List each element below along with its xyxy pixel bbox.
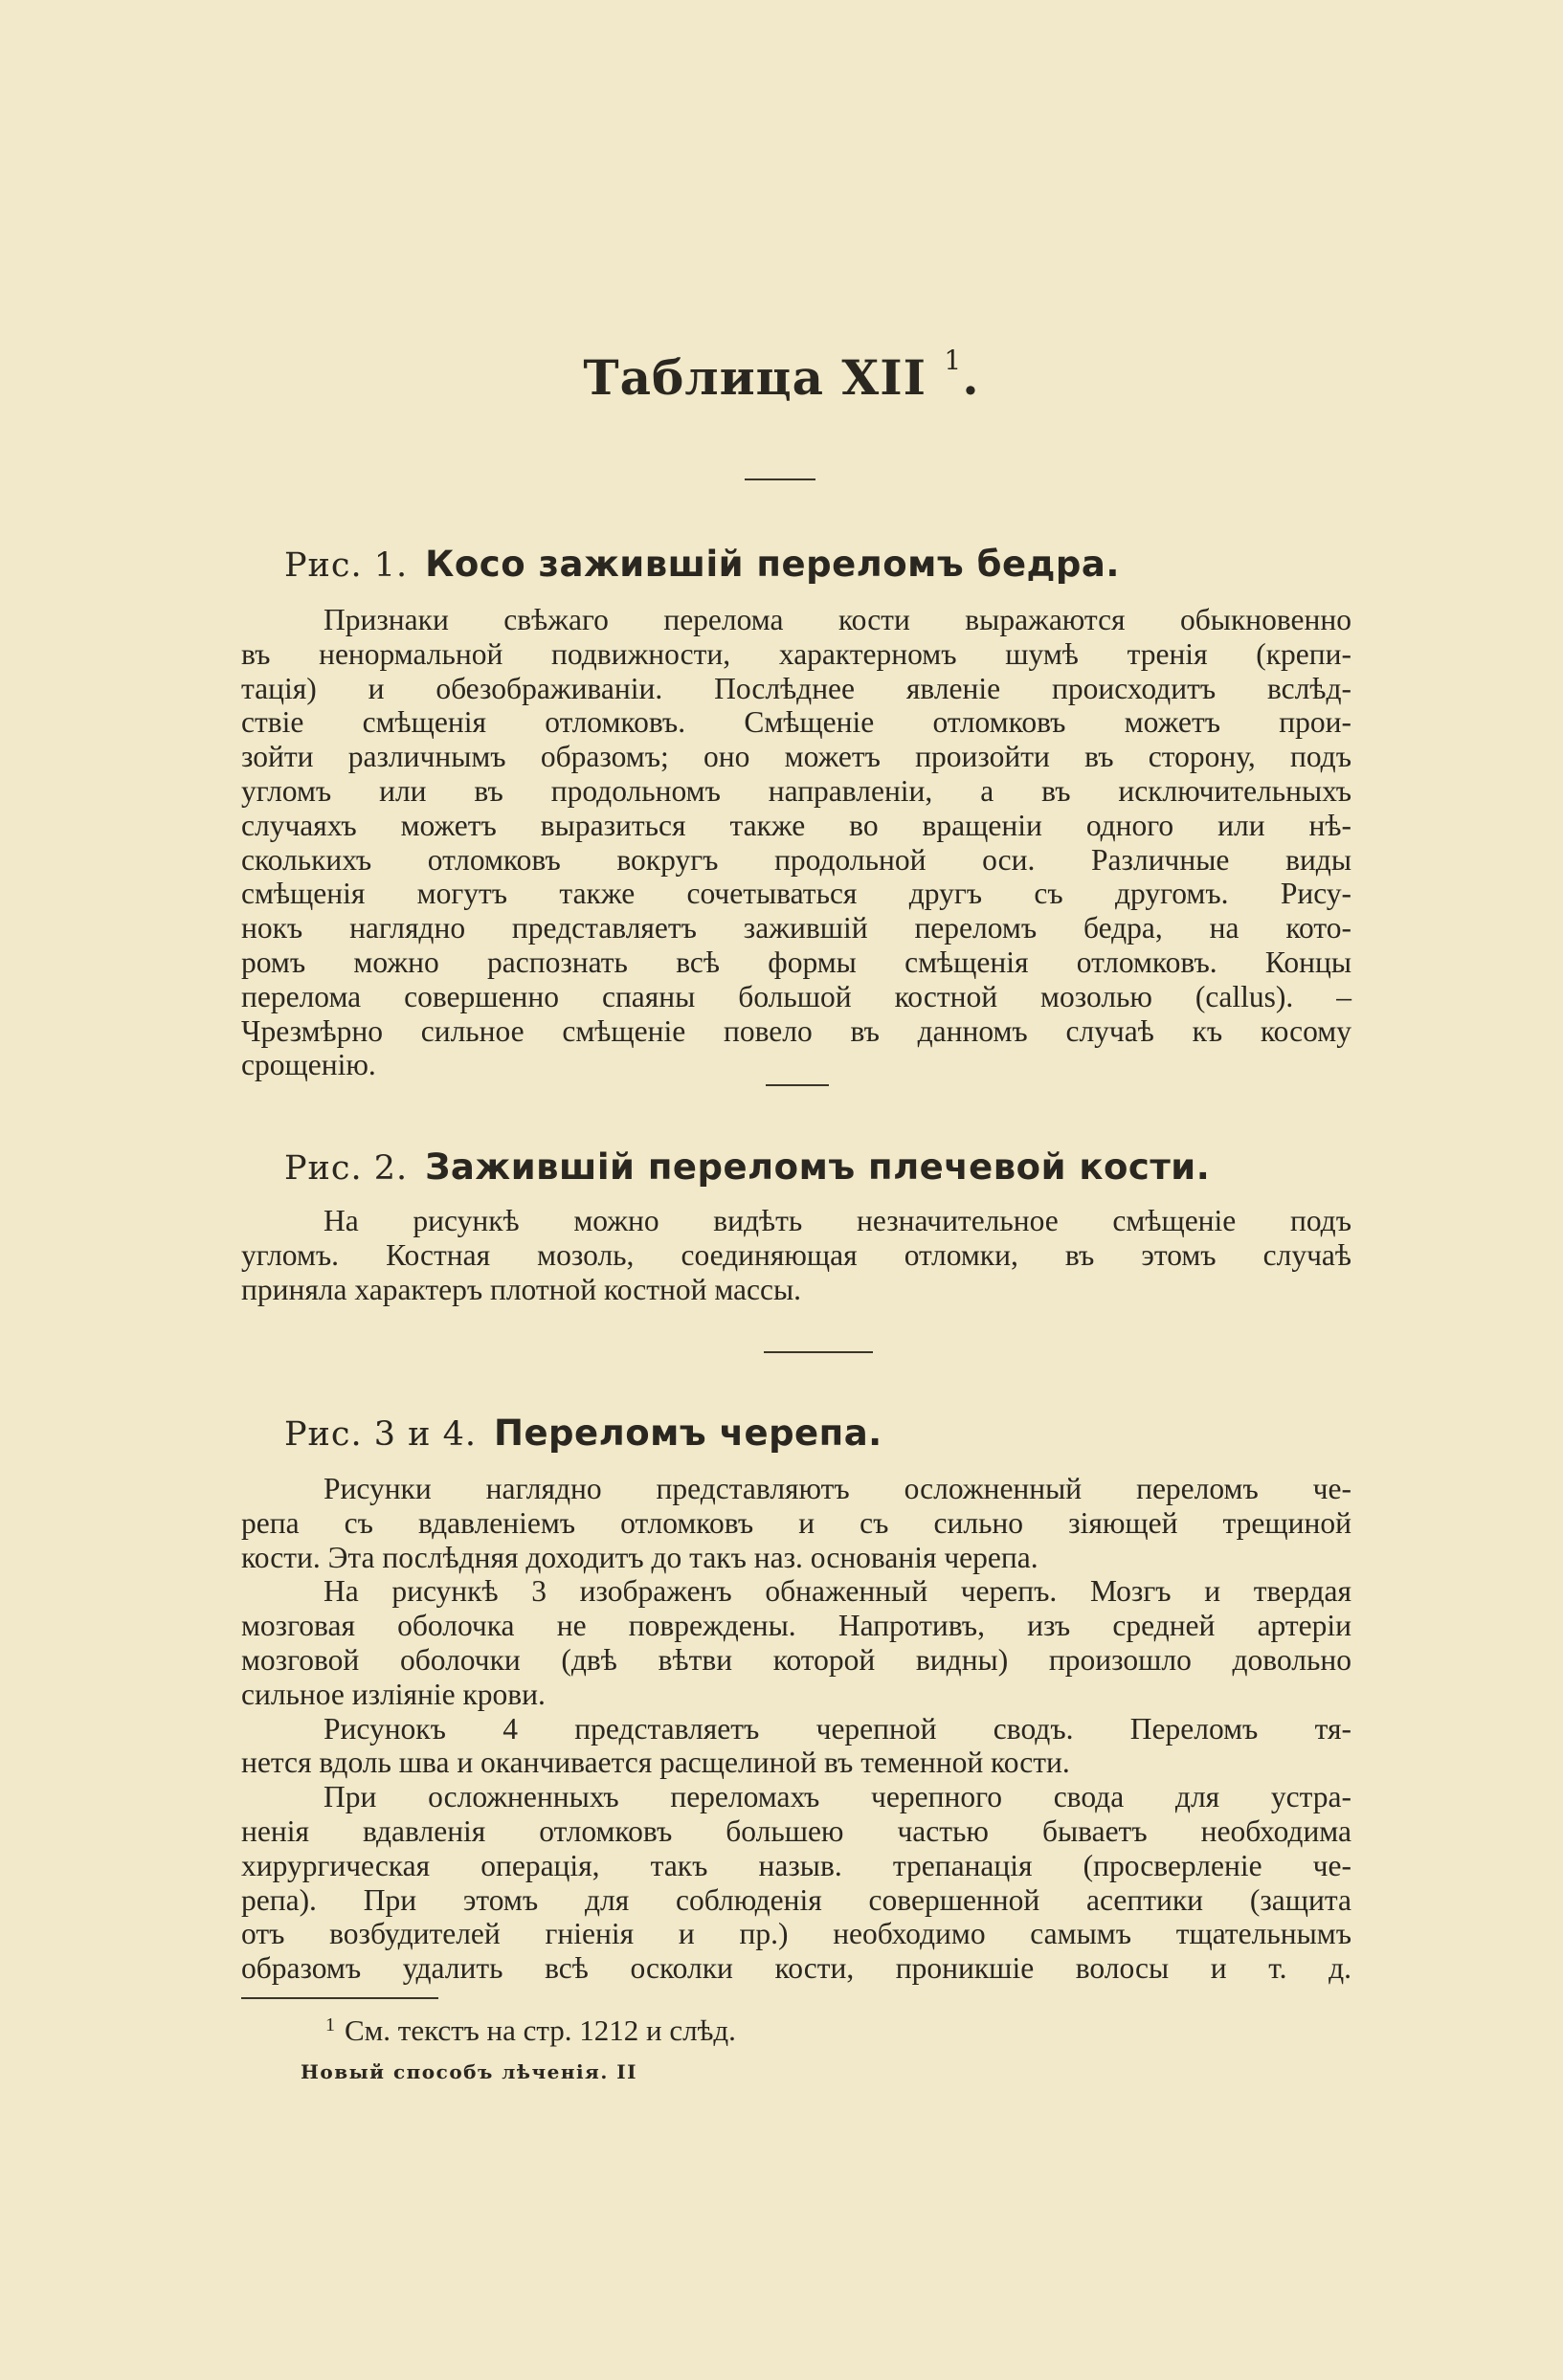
section-3-line: мозговая оболочка не повреждены. Напротивъ, изъ средней артеріи <box>241 1609 1351 1643</box>
section-1-line: Признаки свѣжаго перелома кости выражаются обыкновенно <box>324 603 1351 636</box>
section-2-heading <box>284 1146 1210 1188</box>
section-1-line: зойти различнымъ образомъ; оно можетъ произойти въ сторону, подъ <box>241 740 1351 774</box>
section-3-line: образомъ удалить всѣ осколки кости, проникшіе волосы и т. д. <box>241 1951 1351 1986</box>
section-3-line: На рисункѣ 3 изображенъ обнаженный черепъ. Мозгъ и твердая <box>324 1574 1351 1609</box>
section-2-fig-label: Рис. 2. <box>284 1149 409 1188</box>
section-1-line: ромъ можно распознать всѣ формы смѣщенія отломковъ. Концы <box>241 945 1351 979</box>
section-3-body <box>241 1472 1351 1986</box>
section-1-title: Косо зажившій переломъ бедра. <box>425 544 1120 585</box>
section-3-title: Переломъ черепа. <box>493 1412 882 1454</box>
page-title-period: . <box>962 349 980 406</box>
section-2-title: Зажившій переломъ плечевой кости. <box>425 1146 1211 1188</box>
section-1-heading <box>284 544 1120 585</box>
section-1-line: Чрезмѣрно сильное смѣщеніе повело въ данномъ случаѣ къ косому <box>241 1013 1351 1048</box>
section-3-line: кости. Эта послѣдняя доходитъ до такъ наз. основанія черепа. <box>241 1540 1038 1574</box>
section-3-line: отъ возбудителей гніенія и пр.) необходимо самымъ тщательнымъ <box>241 1917 1351 1951</box>
section-3-line: При осложненныхъ переломахъ черепного свода для устра- <box>324 1780 1351 1814</box>
section-2-line: угломъ. Костная мозоль, соединяющая отломки, въ этомъ случаѣ <box>241 1237 1351 1272</box>
section-3-heading <box>284 1412 882 1454</box>
section-3-line: репа). При этомъ для соблюденія совершенной асептики (защита <box>241 1882 1351 1917</box>
section-1-line: нокъ наглядно представляетъ зажившій переломъ бедра, на кото- <box>241 911 1351 945</box>
section-2-divider <box>764 1351 873 1353</box>
footnote-text: См. текстъ на стр. 1212 и слѣд. <box>345 2013 736 2047</box>
section-3-line: мозговой оболочки (двѣ вѣтви которой видны) произошло довольно <box>241 1642 1351 1677</box>
section-1-divider <box>766 1084 829 1086</box>
section-3-line: Рисунки наглядно представляютъ осложненный переломъ че- <box>324 1472 1351 1505</box>
section-3-line: хирургическая операція, такъ назыв. трепанація (просверленіе че- <box>241 1848 1351 1882</box>
section-1-fig-label: Рис. 1. <box>284 546 409 585</box>
section-1-line: ствіе смѣщенія отломковъ. Смѣщеніе отломковъ можетъ прои- <box>241 705 1351 740</box>
section-1-line: въ ненормальной подвижности, характерномъ шумѣ тренія (крепи- <box>241 636 1351 671</box>
section-1-line: срощенію. <box>241 1048 376 1082</box>
footnote <box>325 2013 736 2048</box>
section-2-line: приняла характеръ плотной костной массы. <box>241 1272 802 1306</box>
footnote-mark: 1 <box>325 2014 335 2035</box>
footnote-ref-mark: 1 <box>944 345 963 376</box>
signature-line: Новый способъ лѣченія. II <box>301 2060 637 2083</box>
section-3-line: нется вдоль шва и оканчивается расщелиной въ теменной кости. <box>241 1746 1070 1780</box>
section-1-line: тація) и обезображиваніи. Послѣднее явленіе происходитъ вслѣд- <box>241 671 1351 705</box>
footnote-divider <box>241 1997 438 1999</box>
section-2-line: На рисункѣ можно видѣть незначительное смѣщеніе подъ <box>324 1204 1351 1237</box>
section-3-line: сильное изліяніе крови. <box>241 1677 546 1711</box>
page-title-text: Таблица XII <box>583 349 927 406</box>
page-title <box>0 345 1563 406</box>
section-3-line: ненія вдавленія отломковъ большею частью бываетъ необходима <box>241 1813 1351 1848</box>
section-1-body <box>241 603 1351 1082</box>
section-3-line: Рисунокъ 4 представляетъ черепной сводъ. Переломъ тя- <box>324 1711 1351 1746</box>
section-1-line: угломъ или въ продольномъ направленіи, а въ исключительныхъ <box>241 773 1351 808</box>
section-3-line: репа съ вдавленіемъ отломковъ и съ сильно зіяющей трещиной <box>241 1505 1351 1540</box>
title-divider <box>745 478 815 480</box>
section-3-fig-label: Рис. 3 и 4. <box>284 1415 477 1454</box>
section-1-line: случаяхъ можетъ выразиться также во вращеніи одного или нѣ- <box>241 808 1351 842</box>
section-1-line: смѣщенія могутъ также сочетываться другъ съ другомъ. Рису- <box>241 877 1351 911</box>
section-1-line: перелома совершенно спаяны большой костной мозолью (callus). – <box>241 979 1351 1013</box>
section-1-line: сколькихъ отломковъ вокругъ продольной оси. Различные виды <box>241 842 1351 877</box>
section-2-body <box>241 1204 1351 1306</box>
